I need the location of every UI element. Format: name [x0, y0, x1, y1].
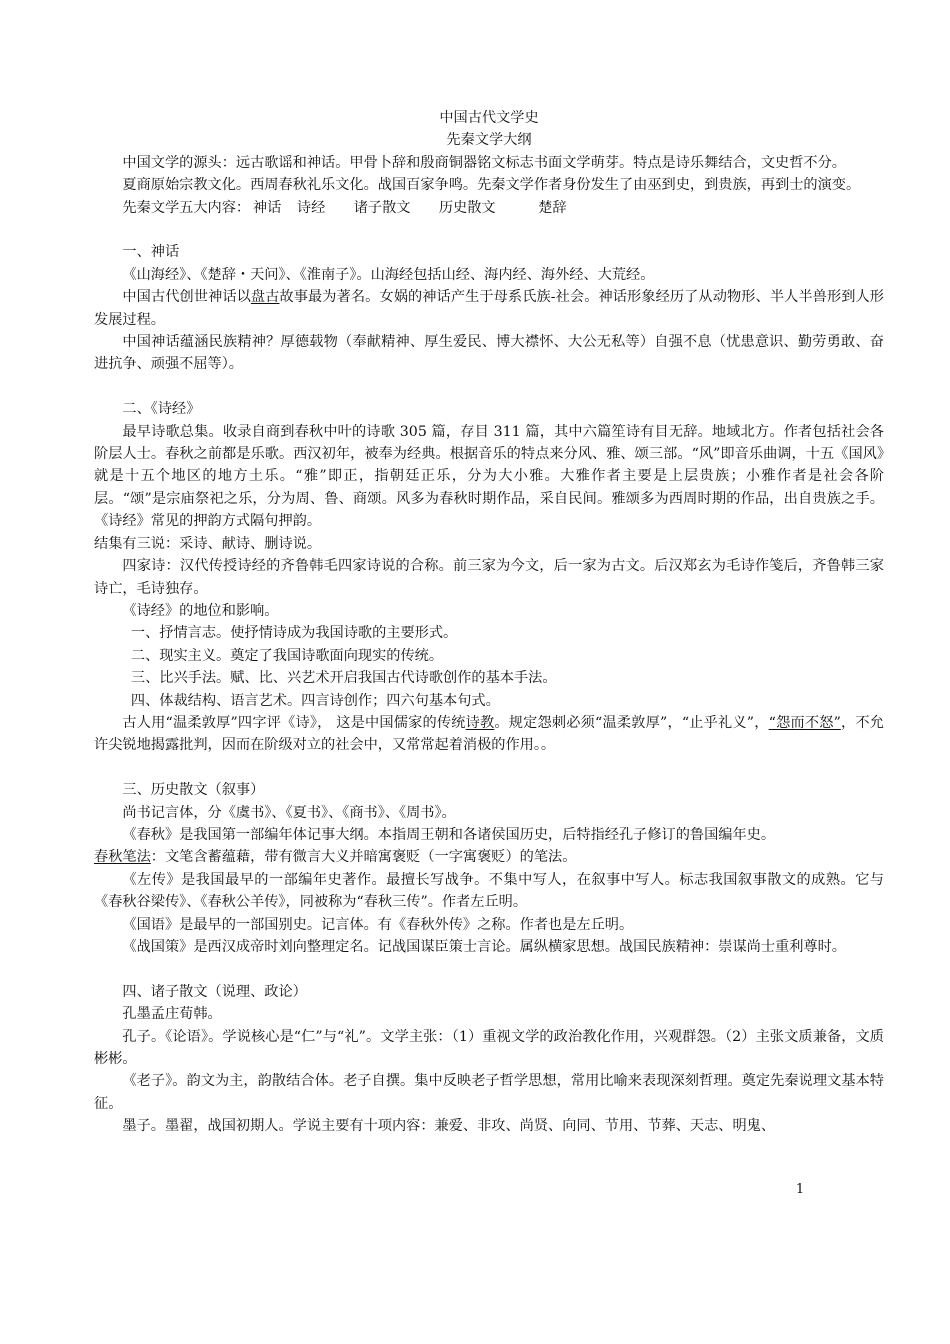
- text-run: ，不允许尖锐地揭露批判，因而在阶级对立的社会中，又常常起着消极的作用。。: [94, 714, 884, 754]
- history-paragraph: 《战国策》是西汉成帝时刘向整理定名。记战国谋臣策士言论。属纵横家思想。战国民族精神：崇谋尚士重利尊时。: [122, 938, 846, 955]
- page-number: 1: [795, 1182, 805, 1197]
- contents-item: 楚辞: [538, 199, 567, 216]
- shijing-paragraph: 结集有三说：采诗、献诗、删诗说。: [94, 535, 322, 552]
- zhuzi-paragraph: 孔子。《论语》。学说核心是“仁”与“礼”。文学主张：（1）重视文学的政治教化作用，兴观群怨。（2）主张文质兼备，文质彬彬。: [94, 1028, 884, 1067]
- zhuzi-paragraph: 孔墨孟庄荀韩。: [122, 1006, 222, 1023]
- contents-item: 神话: [252, 199, 282, 216]
- document-body: [94, 107, 884, 1138]
- myth-paragraph: 中国神话蕴涵民族精神？厚德载物（奉献精神、厚生爱民、博大襟怀、大公无私等）自强不息（忧患意识、勤劳勇敢、奋进抗争、顽强不屈等）。: [94, 334, 884, 373]
- shijing-paragraph: 《诗经》的地位和影响。: [122, 602, 279, 619]
- shijing-paragraph: 最早诗歌总集。收录自商到春秋中叶的诗歌 305 篇，存目 311 篇，其中六篇笙诗有目无辞。地域北方。作者包括社会各阶层人士。春秋之前都是乐歌。西汉初年，被奉为经典。根据音乐的特点来分风、雅、颂三部。“风”即音乐曲调，十五《国风》就是十五个地区的地方土乐。“雅”即正，指朝廷正乐，分为大小雅。大雅作者主要是上层贵族；小雅作者是社会各阶层。“颂”是宗庙祭祀之乐，分为周、鲁、商颂。风多为春秋时期作品，采自民间。雅颂多为西周时期的作品，出自贵族之手。《诗经》常见的押韵方式隔句押韵。: [94, 423, 884, 530]
- section-heading-myth: 一、神话: [122, 244, 180, 261]
- intro-paragraph: 夏商原始宗教文化。西周春秋礼乐文化。战国百家争鸣。先秦文学作者身份发生了由巫到史，到贵族，再到士的演变。: [122, 177, 861, 194]
- intro-contents-line: [94, 197, 884, 219]
- zhuzi-paragraph: 《老子》。韵文为主，韵散结合体。老子自撰。集中反映老子哲学思想，常用比喻来表现深刻哲理。奠定先秦说理文基本特征。: [94, 1073, 884, 1112]
- shijing-paragraph: [94, 712, 884, 757]
- shijing-point: 三、比兴手法。赋、比、兴艺术开启我国古代诗歌创作的基本手法。: [130, 670, 557, 687]
- myth-paragraph: [94, 286, 884, 331]
- history-paragraph: [94, 846, 884, 868]
- document-subtitle: 先秦文学大纲: [446, 132, 532, 149]
- section-heading-history: 三、历史散文（叙事）: [122, 782, 265, 799]
- zhuzi-paragraph: 墨子。墨翟，战国初期人。学说主要有十项内容：兼爱、非攻、尚贤、向同、节用、节葬、天志、明鬼、: [122, 1118, 776, 1135]
- underlined-term: “怨而不怒”: [768, 714, 841, 731]
- text-run: 中国古代创世神话以: [122, 289, 251, 306]
- text-run: ：文笔含蓄蕴藉，带有微言大义并暗寓褒贬（一字寓褒贬）的笔法。: [150, 849, 577, 866]
- text-run: 古人用“温柔敦厚”四字评《诗》， 这是中国儒家的传统: [122, 714, 466, 731]
- section-heading-zhuzi: 四、诸子散文（说理、政论）: [122, 983, 307, 1000]
- intro-paragraph: 中国文学的源头：远古歌谣和神话。甲骨卜辞和殷商铜器铭文标志书面文学萌芽。特点是诗乐舞结合，文史哲不分。: [122, 154, 846, 171]
- section-heading-shijing: 二、《诗经》: [122, 401, 201, 418]
- history-paragraph: 《春秋》是我国第一部编年体记事大纲。本指周王朝和各诸侯国历史，后特指经孔子修订的鲁国编年史。: [122, 826, 776, 843]
- history-paragraph: 尚书记言体，分《虞书》、《夏书》、《商书》、《周书》。: [122, 804, 456, 821]
- underlined-term: 盘古: [250, 289, 280, 306]
- shijing-paragraph: 四家诗：汉代传授诗经的齐鲁韩毛四家诗说的合称。前三家为今文，后一家为古文。后汉郑玄为毛诗作笺后，齐鲁韩三家诗亡，毛诗独存。: [94, 558, 884, 597]
- document-title: 中国古代文学史: [439, 110, 539, 126]
- myth-paragraph: 《山海经》、《楚辞・天问》、《淮南子》。山海经包括山经、海内经、海外经、大荒经。: [122, 266, 655, 283]
- contents-item: 诗经: [296, 199, 326, 216]
- contents-item: 历史散文: [438, 199, 496, 216]
- shijing-point: 二、现实主义。奠定了我国诗歌面向现实的传统。: [130, 647, 444, 664]
- shijing-point: 四、体裁结构、语言艺术。四言诗创作；四六句基本句式。: [130, 692, 500, 709]
- shijing-point: 一、抒情言志。使抒情诗成为我国诗歌的主要形式。: [130, 625, 458, 642]
- contents-lead: 先秦文学五大内容：: [122, 199, 251, 216]
- text-run: 。规定怨刺必须“温柔敦厚”，“止乎礼义”，: [494, 714, 769, 731]
- text-run: 故事最为著名。女娲的神话产生于母系氏族-社会。神话形象经历了从动物形、半人半兽形到人形发展过程。: [94, 289, 884, 328]
- history-paragraph: 《国语》是最早的一部国别史。记言体。有《春秋外传》之称。作者也是左丘明。: [122, 916, 634, 933]
- contents-item: 诸子散文: [353, 199, 411, 216]
- history-paragraph: 《左传》是我国最早的一部编年史著作。最擅长写战争。不集中写人，在叙事中写人。标志我国叙事散文的成熟。它与《春秋谷梁传》、《春秋公羊传》，同被称为“春秋三传”。作者左丘明。: [94, 871, 884, 911]
- underlined-term: 春秋笔法: [94, 849, 151, 866]
- underlined-term: 诗教: [465, 714, 495, 731]
